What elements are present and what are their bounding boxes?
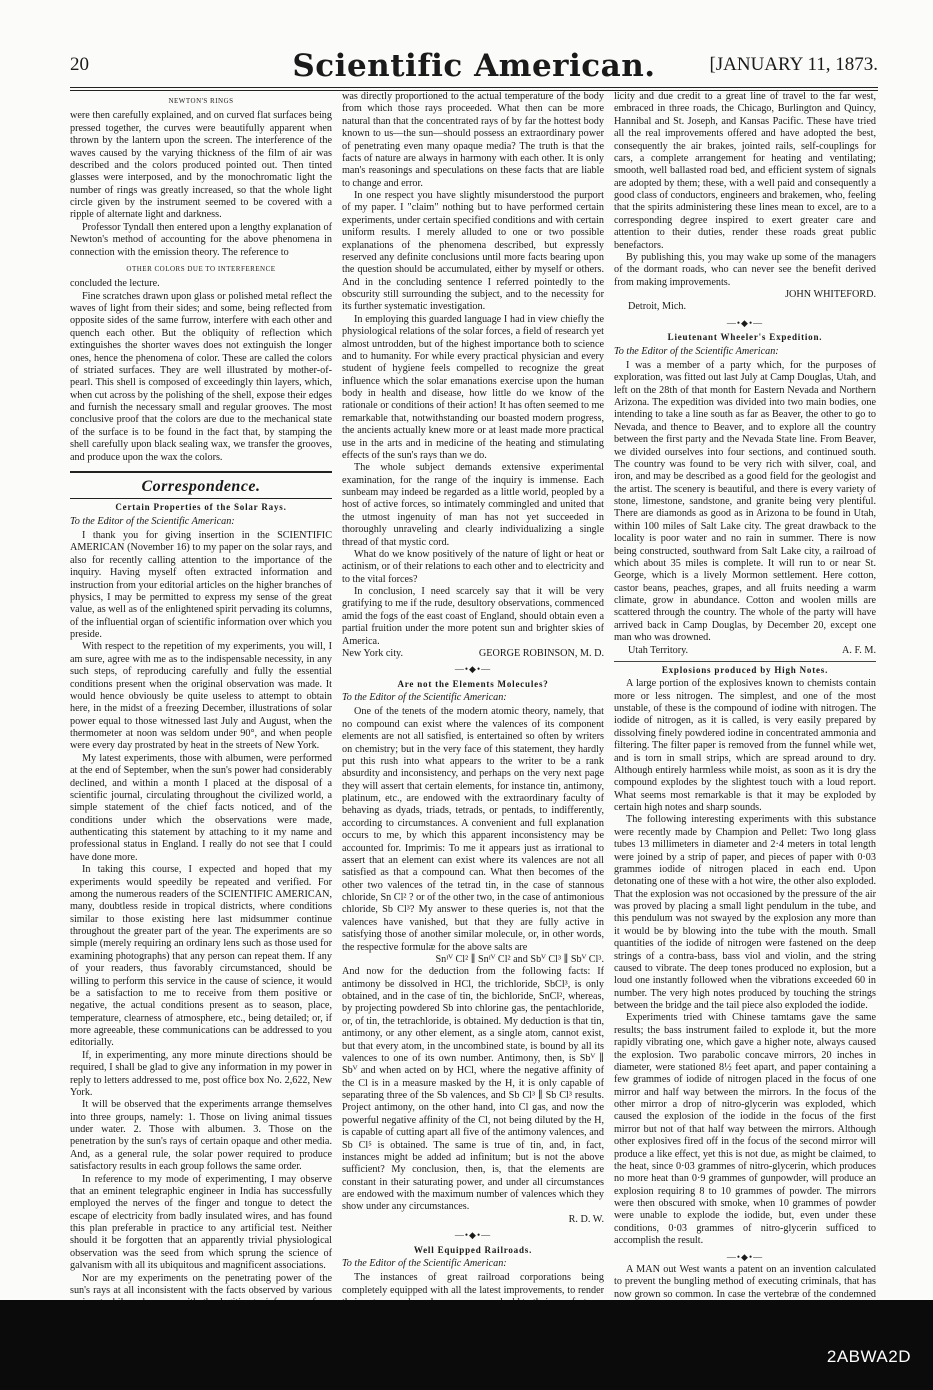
article-title-railroads: Well Equipped Railroads. bbox=[413, 1244, 533, 1255]
paragraph: If, in experimenting, any more minute directions should be required, I shall be glad to give any information in my power in reply to letters addressed to me, post office box No. 2,622, New York. bbox=[70, 1049, 332, 1098]
ornament-divider: —•◆•— bbox=[454, 664, 492, 675]
to-editor-line: To the Editor of the Scientific American: bbox=[342, 692, 507, 703]
footer-bar bbox=[0, 1300, 933, 1390]
paragraph: In conclusion, I need scarcely say that it will be very gratifying to me if the rude, desultory observations, commenced amid the fogs of the east coast of England, should obtain even a partial fruition under the more potent sun and brighter skies of America. bbox=[342, 586, 604, 647]
paragraph: The instances of great railroad corporations being completely equipped with all the latest improvements, to render bbox=[342, 1272, 604, 1296]
chemical-formula: Snᴵⱽ Cl² ∥ Snᴵⱽ Cl² and Sbⱽ Cl³ ∥ Sbⱽ Cl³. bbox=[435, 953, 604, 965]
signature-place: New York city. bbox=[342, 647, 404, 659]
paragraph: The following interesting experiments with this substance were recently made by Champion and Pellet: Two long glass tubes 13 millimeters in diameter and 2·4 meters in total length were joined by a strip of paper, and pieces of paper with 0·03 grammes iodide of nitrogen placed in each end. Upon detonating one of these with a hot wire, the other also exploded. That the explosion was not occasioned by the pressure of the air was proved by placing a small light pendulum in the tube, and this pendulum was not swayed by the explosion any more than it would be by blowing into the tube with the mouth. Small quantities of the iodide of nitrogen were fastened on the deep strings of a contra-bass, bass viol and violin, and the string caused to vibrate. The deep tones produced no explosion, but a loud one instantly followed when the vibrations exceeded 60 in number. The very high notes produced by touching the strings between the bridge and the tail piece also exploded the iodide. bbox=[614, 814, 876, 1011]
to-editor-line: To the Editor of the Scientific American: bbox=[70, 515, 235, 527]
paragraph: In taking this course, I expected and hoped that my experiments would speedily be repeated and verified. For among the numerous readers of the SCIENTIFIC AMERICAN, many, doubtless reside in tropical districts, where conditions similar to those existing here last midsummer continue throughout the greater part of the year. The experiments are so simple (merely requiring an ordinary lens such as those used for examining photographs) that any person can repeat them. If any of your readers, thus favorably circumstanced, should be willing to perform this service in the cause of science, it would be a satisfaction to me to receive from them positive or negative, the actual conditions present as to season, place, temperature, clearness of atmosphere, etc., being detailed; or, if more agreeable, these communications can be addressed to you editorially. bbox=[70, 864, 332, 1049]
paragraph: In reference to my mode of experimenting, I may observe that an eminent telegraphic engineer in India has successfully employed the nerves of the finger and tongue to detect the escape of electricity from badly insulated wires, and has found this plan preferable in practice to any artificial test. Neither should it be forgotten that an apparently trivial physiological observation was the seed from which sprung the science of galvanism with all its ubiquitous and magnificent associations. bbox=[70, 1173, 332, 1272]
paragraph: licity and due credit to a great line of travel to the far west, embraced in three roads, the Chicago, Burlington and Quincy, Hannibal and St. Joseph, and Kansas Pacific. These have tried all the real improvements offered and have adopted the best, consequently the air brakes, jointed rails, self-couplings for cars, a complete arrangement for heating and ventilating; smooth, well ballasted road bed, and efficient system of signals are adopted by them; these, with a well paid and consequently a good class of conductors, engineers and brakemen, who, feeling that the spirits administering these lines mean to excel, are to a corresponding degree inspired to exert greater care and attention to their duties, render these roads great public benefactors. bbox=[614, 91, 876, 251]
image-id: 2ABWA2D bbox=[826, 1347, 911, 1366]
signature-name: R. D. W. bbox=[568, 1213, 604, 1225]
ornament-divider: —•◆•— bbox=[726, 317, 764, 328]
page-header bbox=[70, 50, 878, 84]
article-title-solar-rays: Certain Properties of the Solar Rays. bbox=[115, 502, 287, 513]
paragraph: A MAN out West wants a patent on an invention calculated to prevent the bungling method of executing criminals, that has now grown so common. In case the vertebræ of the condemned bbox=[614, 1263, 876, 1300]
page-number: 20 bbox=[70, 54, 89, 75]
paragraph: Fine scratches drawn upon glass or polished metal reflect the waves of light from their sides; and some, being reflected from opposite sides of the same furrow, interfere with each other and quench each other. But the obliquity of reflection which extinguishes the shorter waves does not extinguish the longer ones, hence the phenomena of color. These are called the colors of striated surfaces. They are well illustrated by mother-of-pearl. This shell is composed of exceedingly thin layers, which, when cut across by the polishing of the shell, expose their edges and furnish the necessary small and regular grooves. The most conclusive proof that the colors are due to the mechanical state of the surface is to be found in the fact that, by stamping the shell carefully upon black sealing wax, we transfer the grooves, and produce upon the wax the colors. bbox=[70, 290, 332, 463]
divider bbox=[614, 661, 876, 662]
paragraph: The whole subject demands extensive experimental examination, for the range of the inquiry is immense. Each sunbeam may indeed be regarded as a little world, peopled by a host of active forces, so intimately commingled and united that the utmost ingenuity of man has not yet succeeded in thoroughly unraveling and clearly individualizing a single thread of that mystic cord. bbox=[342, 462, 604, 548]
section-rule bbox=[70, 498, 332, 499]
paragraph: I was a member of a party which, for the purposes of exploration, was fitted out last July at Camp Douglas, Utah, and left on the 28th of that month for Eastern Nevada and Northern Arizona. The expedition was divided into two main bodies, one intending to take a line south as far as Beaver, the other to go to Nevada, and thence to Beaver, and to explore all the country between the first party and the Nevada State line. From Beaver, we divided ourselves into four sections, and continued south. The country was found to be very rich with silver, coal, and iron, and may be described as a good field for the geologist and the artist. The scenery is beautiful, and there is every variety of stone, limestone, sandstone, and granite being very plentiful. There are diamonds as good as in Arizona to be found in Utah, within 100 miles of Salt Lake city. The great drawback to the locality is poor water and no rain in summer. There is now being constructed, southward from Salt Lake city, a railroad of which about 35 miles is complete. It will run to or near St. George, which is a lively Mormon settlement. Here cotton, castor beans, peaches, grapes, and all fruits needing a warm climate, grow in abundance. Cotton and woolen mills are scattered through the country. The whole of the party will have arrived back in Camp Douglas, by December 20, except one man who was drowned. bbox=[614, 359, 876, 644]
article-title-wheeler: Lieutenant Wheeler's Expedition. bbox=[667, 332, 823, 343]
signature-place: Utah Territory. bbox=[628, 644, 689, 656]
paragraph: It will be observed that the experiments arrange themselves into three groups, namely: 1. Those on living animal tissues under water. 2. Those with albumen. 3. Those on the penetration by the sun's rays of certain opaque and other media. And, as a general rule, the solar power required to produce satisfactory results in each group follows the same order. bbox=[70, 1099, 332, 1173]
paragraph: My latest experiments, those with albumen, were performed at the end of September, when the sun's power had considerably declined, and within a month I placed at the disposal of a scientific journal, circulating throughout the civilized world, a simple statement of the chief facts noticed, and of the conditions under which the observations were made, authenticating this statement by attaching to it my name and professional status in England. I really do not see that I could have done more. bbox=[70, 752, 332, 863]
column-1 bbox=[70, 91, 332, 1296]
to-editor-line: To the Editor of the Scientific American: bbox=[342, 1257, 507, 1269]
other-colors-heading: OTHER COLORS DUE TO INTERFERENCE bbox=[126, 264, 276, 273]
paragraph: What do we know positively of the nature of light or heat or actinism, or of their relations to each other and to electricity and to the vital forces? bbox=[342, 548, 604, 585]
signature-line bbox=[342, 648, 604, 660]
paragraph: Professor Tyndall then entered upon a lengthy explanation of Newton's method of accounting for the above phenomena in connection with the emission theory. The reference to bbox=[70, 221, 332, 258]
paragraph: I thank you for giving insertion in the SCIENTIFIC AMERICAN (November 16) to my paper on the solar rays, and also for recently calling attention to the importance of the inquiry. Having myself often extracted information and instruction from your editorial articles on the higher branches of physics, I may be permitted to express my sense of the great value, as well as of the enlightened spirit pervading its columns, of the influential organ of scientific information over which you preside. bbox=[70, 530, 332, 640]
paragraph: In one respect you have slightly misunderstood the purport of my paper. I "claim" nothing but to have performed certain experiments, under certain specified conditions and with certain uniform results. I merely alluded to one or two possible explanations of the phenomena described, but expressly reserved any definite conclusions until more facts bearing upon the question should be accumulated, either by myself or others. And in the concluding sentence I referred pointedly to the obscurity still surrounding the subject, and to the necessity for its further systematic investigation. bbox=[342, 190, 604, 313]
ornament-divider: —•◆•— bbox=[454, 1230, 492, 1241]
article-title-explosions: Explosions produced by High Notes. bbox=[661, 664, 829, 675]
paragraph: With respect to the repetition of my experiments, you will, I am sure, agree with me as to the indispensable necessity, in any such steps, of reproducing carefully and fully the essential conditions present when the original observation was made. It would hence obviously be quite useless to attempt to obtain here, in the midst of a freezing December, illustrations of solar power equal to those witnessed last July and August, when the thermometer at noon was seldom under 90°, and when people were every day prostrated by heat in the streets of New York. bbox=[70, 641, 332, 752]
signature-place: Detroit, Mich. bbox=[628, 301, 687, 313]
signature-name: GEORGE ROBINSON, M. D. bbox=[478, 647, 604, 659]
signature-line bbox=[614, 645, 876, 657]
paragraph: And now for the deduction from the following facts: If antimony be dissolved in HCl, the trichloride, SbCl³, is only obtained, and in the case of tin, the bichloride, SnCl², whereas, by projecting powdered Sb into chlorine gas, the pentachloride, or, of tin, the tetrachloride, is obtained. My deduction is that tin, antimony, or any other element, as a single atom, cannot exist, but that every atom, in the uncombined state, is bound by all its valences to one of its own number. Antimony, then, is Sbⱽ ∥ Sbⱽ and when acted on by HCl, where the negative affinity of the Cl is in a measure masked by the H, it is only capable of separating three of the Sb valences, and Sb Cl³ ∥ Sb Cl³ results. Project antimony, on the other hand, into Cl gas, and now the powerful negative affinity of the Cl, not being diluted by the H, is capable of cutting apart all five of the antimony valences, and Sb Cl⁵ is obtained. The same is true of tin, and, in fact, instances might be added ad infinitum; but is not the above sufficient? My conclusion, then, is, that the elements are constant in their saturating power, and under all circumstances are endowed with the maximum number of valences which they show under any circumstances. bbox=[342, 966, 604, 1213]
signature-name: JOHN WHITEFORD. bbox=[785, 289, 876, 300]
masthead: Scientific American. bbox=[292, 48, 656, 84]
paragraph: In employing this guarded language I had in view chiefly the physiological relations of the solar forces, a field of research yet almost untrodden, but of the highest importance both to science and to humanity. For while every practical physician and every student of hygiene feels compelled to recognize the great influence which the solar emanations exercise upon the human body in health and disease, how little do we know of the rationale or conditions of their action! It has often seemed to me remarkable that, notwithstanding our boasted modern progress, the ancients actually knew more or at least made more practical use in the arts and in medicine of the heating and stimulating effects of the sun's rays than we do. bbox=[342, 313, 604, 461]
article-title-molecules: Are not the Elements Molecules? bbox=[397, 678, 549, 689]
paragraph: By publishing this, you may wake up some of the managers of the dormant roads, who can never see the benefit derived from making improvements. bbox=[614, 251, 876, 288]
issue-date: [JANUARY 11, 1873. bbox=[709, 54, 878, 75]
signature-name: A. F. M. bbox=[842, 644, 876, 656]
column-2 bbox=[342, 91, 604, 1296]
section-title: Correspondence. bbox=[141, 477, 261, 495]
section-rule bbox=[70, 471, 332, 473]
paragraph: A large portion of the explosives known to chemists contain more or less nitrogen. The simplest, and one of the most unstable, of these is the compound of iodine with nitrogen. The iodide of nitrogen, as it is called, is very easily prepared by dissolving finely powdered iodine in concentrated ammonia and filtering. The filter paper is removed from the funnel while wet, and is torn in small strips, which are spread around to dry. Although entirely harmless while moist, as soon as it is dry the compound explodes by the slightest touch with a loud report. What seems most remarkable is that it may be exploded by certain high notes and sharp sounds. bbox=[614, 678, 876, 813]
newtons-rings-heading: NEWTON'S RINGS bbox=[168, 97, 234, 105]
paragraph: was directly proportioned to the actual temperature of the body from which those rays proceeded. What then can be more natural than that the concentrated rays of by far the hottest body known to us—the sun—should possess an extraordinary power of penetrating even many opaque media? The truth is that the facts of nature are always in harmony with each other. It is only man's reasonings and speculations on these facts that are liable to change and error. bbox=[342, 91, 604, 189]
ornament-divider: —•◆•— bbox=[726, 1251, 764, 1262]
paragraph: Nor are my experiments on the penetrating power of the sun's rays at all inconsistent with the facts observed by various bbox=[70, 1272, 332, 1296]
column-3 bbox=[614, 91, 876, 1300]
to-editor-line: To the Editor of the Scientific American: bbox=[614, 345, 779, 357]
paragraph: Experiments tried with Chinese tamtams gave the same results; the bass instrument failed to explode it, but the more rapidly vibrating one, which gave a higher note, always caused the explosion. Two parabolic concave mirrors, 20 inches in diameter, were stationed 8½ feet apart, and paper containing a few grammes of iodide of nitrogen placed in the focus of one mirror and half way between the mirrors. In the focus of the other mirror a drop of nitro-glycerin was exploded, which caused the explosion of the iodide in the focus of the first mirror but not of that half way between the mirrors. Although other explosives fired off in the focus of the second mirror will produce a like effect, yet this is not due, as might be claimed, to the heat, since 0·03 grammes of nitro-glycerin, which produces no more heat than 0·9 grammes of gunpowder, will produce an explosion requiring 8 to 10 grammes of powder. The mirrors were then obscured with smoke, when 10 grammes of powder were unable to explode the iodide, but, even under these conditions, 0·03 grammes of nitro-glycerin sufficed to accomplish the result. bbox=[614, 1012, 876, 1247]
paragraph: were then carefully explained, and on curved flat surfaces being pressed together, the curves were beautifully apparent when thrown by the lantern upon the screen. The interference of the waves caused by the varying thickness of the film of air was described and the colors produced pointed out. Then tinted glasses were interposed, and by the monochromatic light the number of rings was greatly increased, so that the whole light circle given by the instrument seemed to be covered with a ripple of alternate light and darkness. bbox=[70, 110, 332, 221]
paragraph: One of the tenets of the modern atomic theory, namely, that no compound can exist where the valences of its component elements are not all satisfied, is entertained so often by writers on chemistry; but in the very face of this statement, they hardly put this rush into what appears to the writer to be a rank absurdity and inconsistency, and perhaps on the very next page they will assert that certain elements, for instance tin, antimony, platinum, etc., are endowed with the extraordinary faculty of behaving as dyads, triads, tetrads, or pentads, to indifferently, according to circumstances. A convenient and full explanation occurs to me, by which this apparent inconsistency may be accounted for. Imprimis: To me it appears just as irrational to assert that an element can exist where its valences are not all satisfied as that a compound can. What then becomes of the other two valences of the tetrad tin, in the case of stannous chloride, Sn Cl² ? or of the other two, in the case of antimonious chloride, Sb Cl³? My answer to these queries is, not that the valences have vanished, but that they are fully active in satisfying those of another similar molecule, or, in other words, the respective formulæ for the above salts are bbox=[342, 706, 604, 953]
paragraph: concluded the lecture. bbox=[70, 278, 160, 290]
